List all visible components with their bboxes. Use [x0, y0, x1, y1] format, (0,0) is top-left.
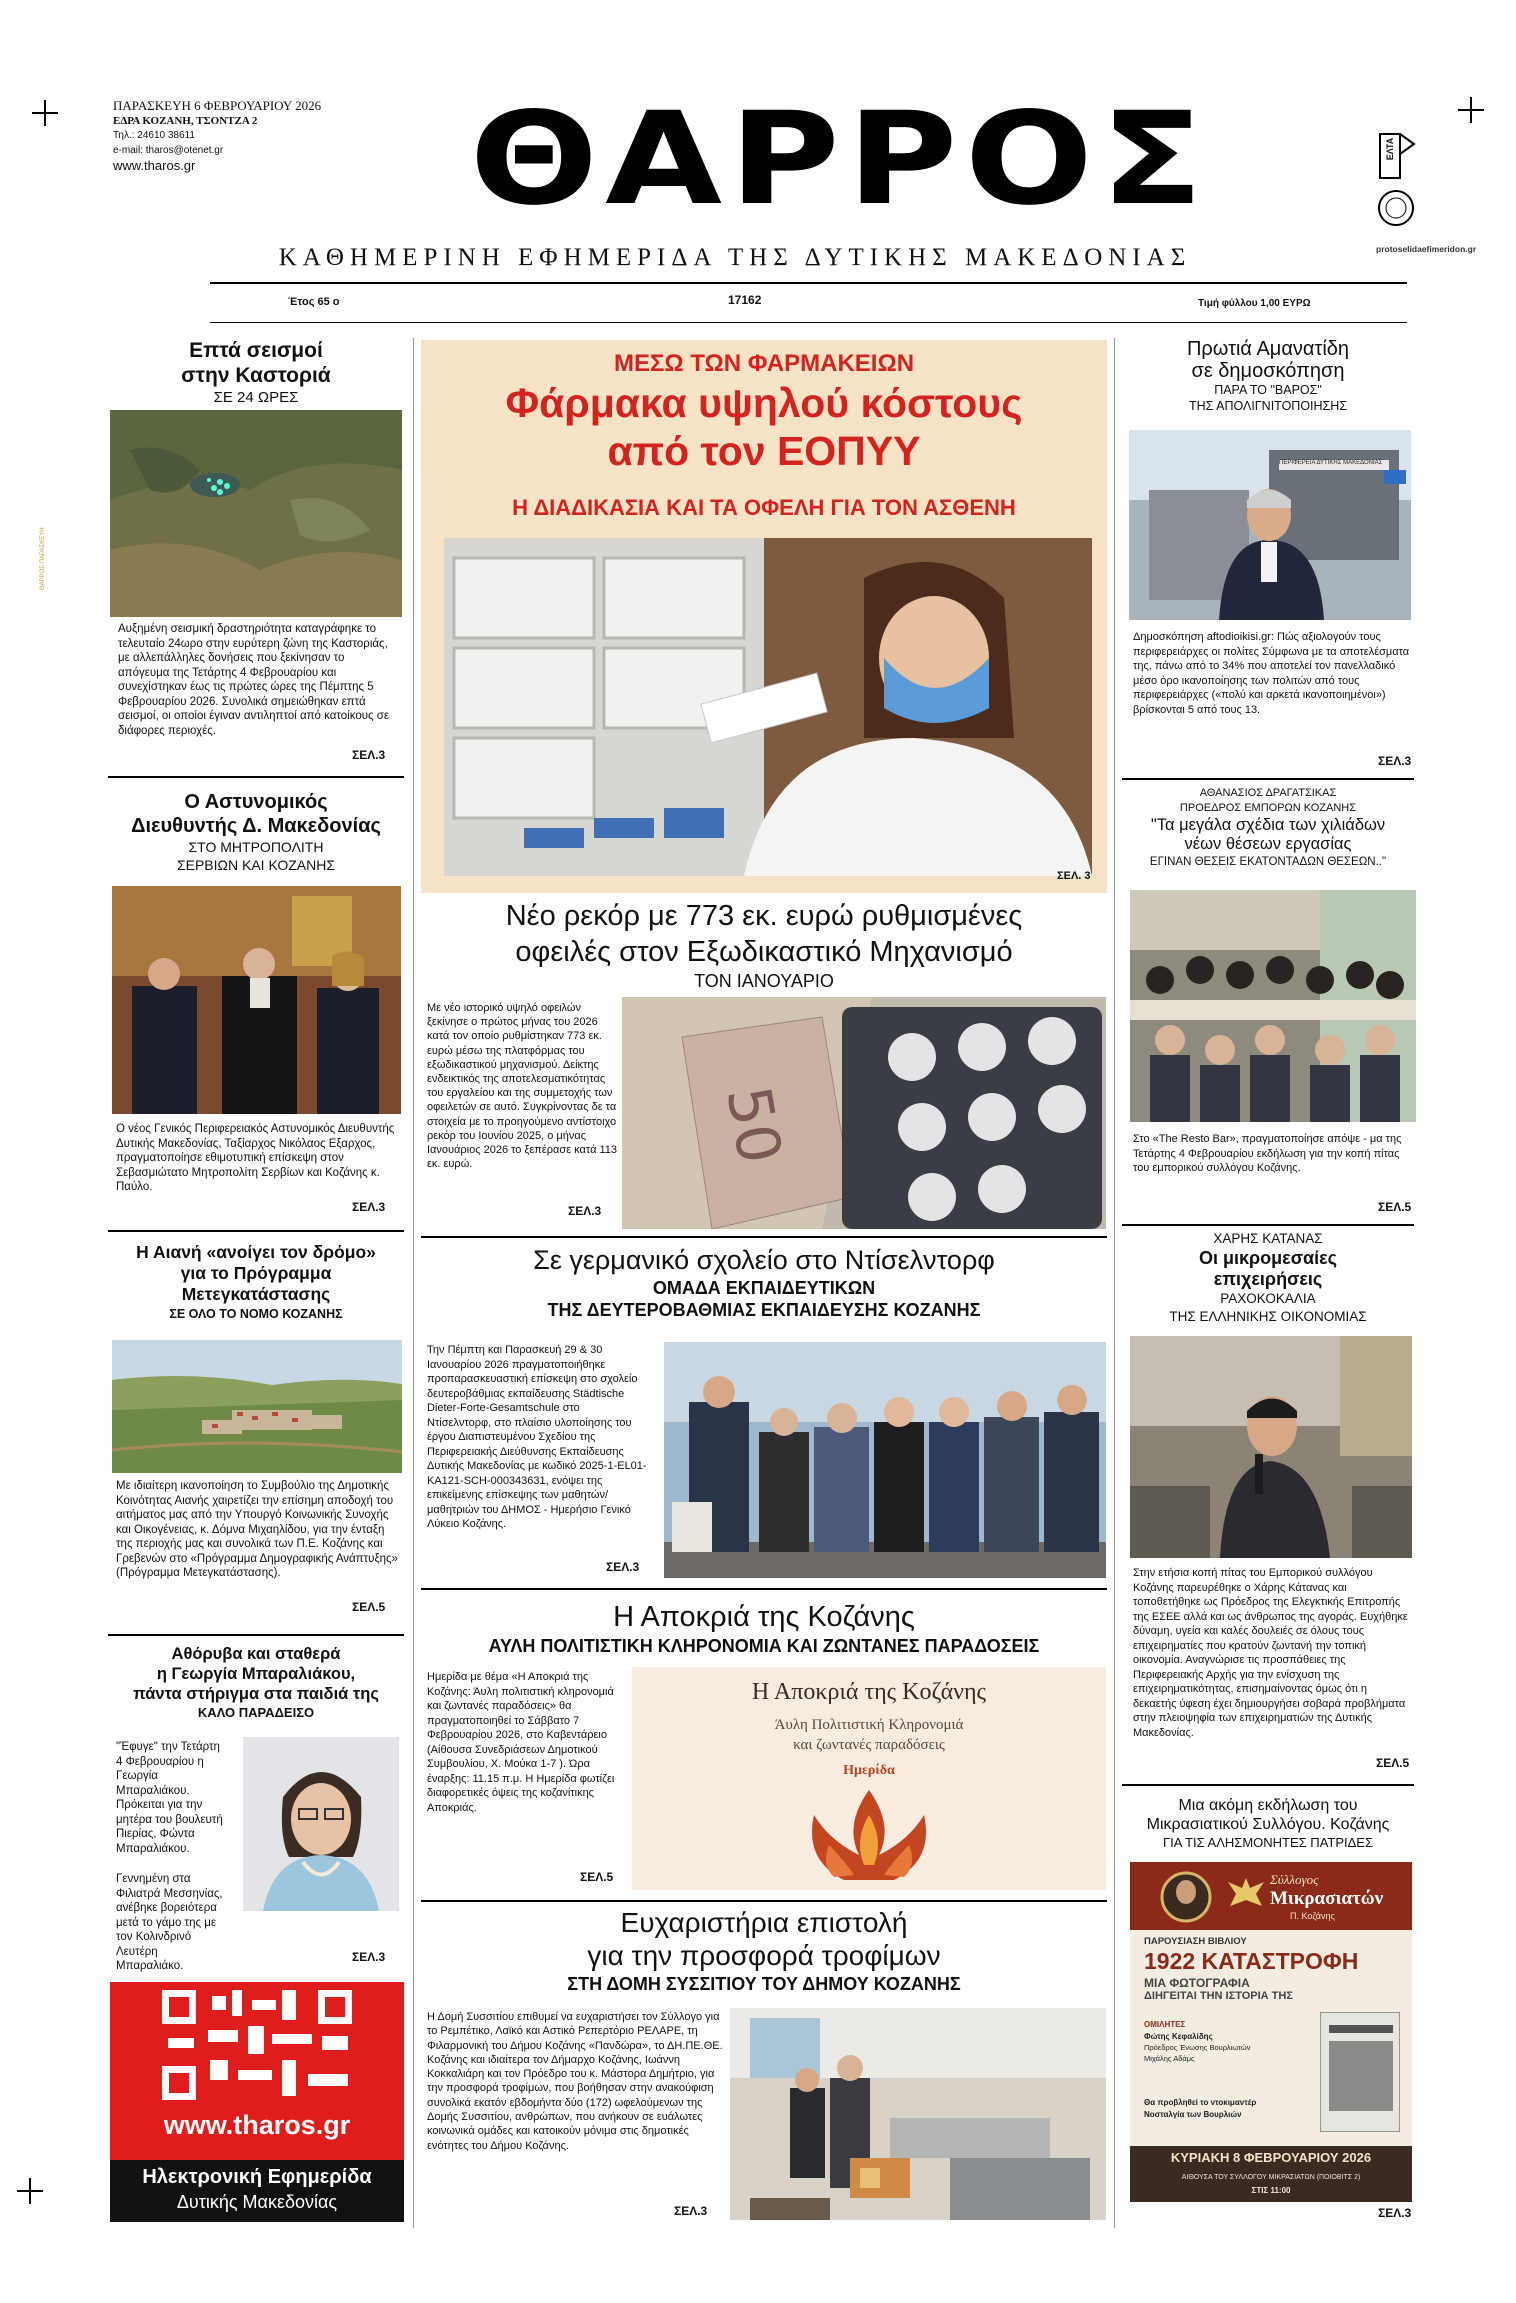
poster-place: ΑΙΘΟΥΣΑ ΤΟΥ ΣΥΛΛΟΓΟΥ ΜΙΚΡΑΣΙΑΤΩΝ (ΠΟΙΟΒΙΤΣ 2)	[1181, 2174, 1361, 2181]
photo-police-metropolitan	[112, 886, 401, 1114]
eagle-icon	[1226, 1876, 1266, 1912]
photo-food-donation	[730, 2008, 1106, 2220]
headline-line1: Μια ακόμη εκδήλωση του	[1178, 1797, 1358, 1814]
headline-line2: σε δημοσκόπηση	[1191, 360, 1345, 382]
headline-line1: "Τα μεγάλα σχέδια των χιλιάδων	[1150, 816, 1386, 834]
section-rule	[108, 1230, 404, 1232]
tharos-website-ad[interactable]	[110, 1982, 404, 2222]
headline-line2: Διευθυντής Δ. Μακεδονίας	[131, 815, 381, 837]
article-asia-minor-club[interactable]	[1122, 1796, 1414, 1851]
headline-line1: Ο Αστυνομικός	[184, 791, 328, 813]
ad-line1: Ηλεκτρονική Εφημερίδα	[142, 2166, 372, 2188]
poster-kicker: ΠΑΡΟΥΣΙΑΣΗ ΒΙΒΛΙΟΥ	[1144, 1936, 1247, 1947]
subheadline-3: ΕΓΙΝΑΝ ΘΕΣΕΙΣ ΕΚΑΤΟΝΤΑΔΩΝ ΘΕΣΕΩΝ.."	[1149, 856, 1387, 868]
article-body: Στην ετήσια κοπή πίτας του Εμπορικού συλλόγου Κοζάνης παρευρέθηκε ο Χάρης Κάτανας και τοποθετήθηκε ως Πρόεδρος της Ελεγκτικής Επιτροπής της ΕΣΕΕ αλλά και ως άνθρωπος της αγοράς. Ευχήθηκε δύναμη, υγεία και καλές δουλειές σε όλους τους επιχειρηματίες που κρατούν ζωντανή την τοπική οικονομία. Αναγνώρισε τις προσπάθειες της Περιφερειακής Αρχής για την ενίσχυση της επιχειρηματικότητας, επισημαίνοντας όμως ότι η δεκαετής ύφεση έχει δημιουργήσει σοβαρά προβλήματα στην πλειοψηφία των επιχειρηματιών της Δυτικής Μακεδονίας.	[1133, 1567, 1408, 1739]
article-police-director[interactable]	[108, 790, 404, 874]
photo-pharmacist	[444, 538, 1092, 876]
article-dragatsikas-jobs[interactable]	[1122, 786, 1414, 871]
subheadline-3: ΤΗΣ ΕΛΛΗΝΙΚΗΣ ΟΙΚΟΝΟΜΙΑΣ	[1169, 1309, 1367, 1324]
headline-line2: η Γεωργία Μπαραλιάκου,	[156, 1665, 356, 1683]
lead-kicker: ΜΕΣΩ ΤΩΝ ΦΑΡΜΑΚΕΙΩΝ	[613, 350, 915, 377]
page-ref[interactable]: ΣΕΛ.3	[674, 2204, 708, 2218]
headline-line1: Πρωτιά Αμανατίδη	[1186, 338, 1350, 360]
subheadline-2: ΠΡΟΕΔΡΟΣ ΕΜΠΟΡΩΝ ΚΟΖΑΝΗΣ	[1179, 802, 1357, 814]
poster-club-3: Π. Κοζάνης	[1290, 1911, 1335, 1921]
portrait-photo	[243, 1737, 399, 1911]
page-ref[interactable]: ΣΕΛ.3	[1378, 2206, 1412, 2220]
section-rule	[1122, 778, 1414, 780]
page-ref[interactable]: ΣΕΛ.5	[580, 1870, 614, 1884]
article-body: Στο «The Resto Bar», πραγματοποίησε απόψε - μα της Τετάρτης 4 Φεβρουαρίου εκδήλωση για την κοπή πίτας του εμπορικού συλλόγου Κοζάνης.	[1133, 1133, 1402, 1174]
headline-line1: Η Αιανή «ανοίγει τον δρόμο»	[136, 1242, 376, 1262]
lead-headline-line1: Φάρμακα υψηλού κόστους	[505, 380, 1023, 426]
page-ref[interactable]: ΣΕΛ.5	[1378, 1200, 1412, 1214]
article-body: Η Δομή Συσσιτίου επιθυμεί να ευχαριστήσει τον Σύλλογο για το Ρεμπέτικο, Λαϊκό και Αστικό Ρεπερτόριο ΡΕΛΑΡΕ, τη Φιλαρμονική του Δήμου Κοζάνης «Πανδώρα», το ΔΗ.ΠΕ.ΘΕ. Κοζάνης και ιδιαίτερα τον Δήμαρχο Κοζάνης, Ιωάννη Κοκκαλιάρη και τον Πρόεδρο του κ. Μάστορα Δημήτριο, για την προσφορά τροφίμων, που βοήθησαν στην ανακούφιση συνολικά εκατόν εβδομήντα δύο (172) ωφελούμενων της Δομής Συσσιτίου, ανθρώπων, που ανήκουν σε ευάλωτες κοινωνικά ομάδες και κατοικούν μόνιμα στις δημοτικές ενότητες του Δήμου Κοζάνης.	[427, 2011, 723, 2152]
address: ΕΔΡΑ ΚΟΖΑΝΗ, ΤΣΟΝΤΖΑ 2	[113, 115, 258, 127]
poster-sub-1: ΜΙΑ ΦΩΤΟΓΡΑΦΙΑ	[1144, 1976, 1250, 1990]
article-out-of-court-record[interactable]	[421, 898, 1107, 992]
headline-line1: Ευχαριστήρια επιστολή	[620, 1907, 908, 1938]
subheadline-2: ΤΗΣ ΔΕΥΤΕΡΟΒΑΘΜΙΑΣ ΕΚΠΑΙΔΕΥΣΗΣ ΚΟΖΑΝΗΣ	[547, 1300, 981, 1320]
article-body: Με νέο ιστορικό υψηλό οφειλών ξεκίνησε ο πρώτος μήνας του 2026 κατά τον οποίο ρυθμίστηκαν 773 εκ. ευρώ μέσω της πλατφόρμας του εξωδικαστικού μηχανισμού. Δείκτης ενδεικτικός της αποτελεσματικότητας του εργαλείου και της συμμετοχής των οφειλετών σε αυτό. Συγκρίνοντας δε τα στοιχεία με το προηγούμενο αντίστοιχο ρεκόρ του Ιουνίου 2025, ο μήνας Ιανουάριος 2026 το ξεπέρασε κατά 113 εκ. ευρώ.	[427, 1002, 618, 1171]
headline-line2: Μικρασιατικού Συλλόγου. Κοζάνης	[1146, 1816, 1390, 1833]
right-column-divider	[1114, 338, 1115, 2228]
subheadline: ΑΥΛΗ ΠΟΛΙΤΙΣΤΙΚΗ ΚΛΗΡΟΝΟΜΙΑ ΚΑΙ ΖΩΝΤΑΝΕΣ ΠΑΡΑΔΟΣΕΙΣ	[488, 1636, 1040, 1656]
crop-mark-bottom-left	[17, 2178, 43, 2204]
headline-line3: Μετεγκατάστασης	[181, 1284, 331, 1304]
subheadline-1: ΧΑΡΗΣ ΚΑΤΑΝΑΣ	[1213, 1231, 1323, 1246]
ad-website: www.tharos.gr	[163, 2110, 351, 2140]
subheadline: ΣΕ ΟΛΟ ΤΟ ΝΟΜΟ ΚΟΖΑΝΗΣ	[169, 1307, 343, 1321]
headline-line2: στην Καστοριά	[181, 364, 331, 387]
crop-mark-top-left	[32, 100, 58, 126]
protoselida-link[interactable]: protoselidaefimeridon.gr	[1376, 244, 1477, 254]
headline-line2: οφειλές στον Εξωδικαστικό Μηχανισμό	[515, 936, 1013, 968]
poster-club-2: Μικρασιατών	[1270, 1888, 1384, 1909]
article-dusseldorf-school[interactable]	[421, 1244, 1107, 1321]
photo-aiani-aerial	[112, 1340, 402, 1473]
headline-line1: Οι μικρομεσαίες	[1198, 1248, 1338, 1268]
flame-ornament-icon	[799, 1785, 939, 1885]
headline-line1: Αθόρυβα και σταθερά	[171, 1645, 341, 1663]
headline-line2: για την προσφορά τροφίμων	[587, 1940, 941, 1971]
website-link[interactable]: www.tharos.gr	[113, 158, 196, 173]
poster-speaker-3: Μιχάλης Αδάμς	[1144, 2054, 1195, 2063]
article-body: Την Πέμπτη και Παρασκευή 29 & 30 Ιανουαρίου 2026 πραγματοποιήθηκε προπαρασκευαστική επίσκεψη στο σχολείο δευτεροβάθμιας εκπαίδευσης Städtische Dieter-Forte-Gesamtschule στο Ντίσελντορφ, στο πλαίσιο υλοποίησης του έργου Διαπιστευμένου Σχεδίου της Περιφερειακής Διεύθυνσης Εκπαίδευσης Δυτικής Μακεδονίας με κωδικό 2025-1-EL01-KA121-SCH-000343631, ενόψει της επικείμενης επίσκεψης των μαθητών/μαθητριών του ΔΗΜΟΣ - Ημερήσιο Γενικό Λύκειο Κοζάνης.	[427, 1344, 647, 1530]
subheadline-2: ΣΕΡΒΙΩΝ ΚΑΙ ΚΟΖΑΝΗΣ	[176, 857, 336, 873]
page-ref[interactable]: ΣΕΛ.3	[352, 1950, 386, 1964]
header-rule	[210, 282, 1407, 284]
poster-speaker-2: Πρόεδρος Ένωσης Βουρλιωτών	[1144, 2043, 1251, 2052]
page-ref[interactable]: ΣΕΛ.3	[352, 748, 386, 762]
article-food-donation-thanks[interactable]	[421, 1906, 1107, 1996]
issue-number: 17162	[728, 293, 762, 307]
elta-text: ΕΛΤΑ	[1385, 137, 1395, 161]
article-kastoria-earthquakes[interactable]	[108, 338, 404, 407]
poster-speakers-label: ΟΜΙΛΗΤΕΣ	[1144, 2020, 1186, 2029]
poster-club-1: Σύλλογος	[1270, 1872, 1319, 1887]
poster-date: ΚΥΡΙΑΚΗ 8 ΦΕΒΡΟΥΑΡΙΟΥ 2026	[1170, 2150, 1372, 2165]
elta-logo	[1376, 130, 1418, 230]
subheadline: ΤΟΝ ΙΑΝΟΥΑΡΙΟ	[694, 971, 834, 991]
crop-mark-top-right	[1458, 97, 1484, 123]
photo-euro-calculator	[622, 997, 1106, 1229]
article-body: Με ιδιαίτερη ικανοποίηση το Συμβούλιο της Δημοτικής Κοινότητας Αιανής χαιρετίζει την επίσημη αποδοχή του αιτήματος μας από την Υπουργό Κοινωνικής Συνοχής και Οικογένειας, κ. Δόμνα Μιχαηλίδου, για την ένταξη της περιοχής μας και συνολικά των Π.Ε. Κοζάνης και Γρεβενών στο «Πρόγραμμα Δημογραφικής Ανάπτυξης» (Πρόγραμμα Μετεγκατάστασης).	[116, 1480, 398, 1579]
subheadline-2: ΤΗΣ ΑΠΟΛΙΓΝΙΤΟΠΟΙΗΣΗΣ	[1188, 399, 1348, 413]
poster-note-1: Θα προβληθεί το ντοκιμαντέρ	[1144, 2098, 1257, 2107]
article-katanas-smes[interactable]	[1122, 1230, 1414, 1326]
subheadline: ΚΑΛΟ ΠΑΡΑΔΕΙΣΟ	[197, 1705, 315, 1720]
article-amanatidis-poll[interactable]	[1122, 338, 1414, 414]
subheadline: ΣΤΗ ΔΟΜΗ ΣΥΣΣΙΤΙΟΥ ΤΟΥ ΔΗΜΟΥ ΚΟΖΑΝΗΣ	[567, 1974, 961, 1994]
lead-story-box[interactable]	[421, 340, 1107, 893]
article-body-1: "Έφυγε" την Τετάρτη 4 Φεβρουαρίου η Γεωργία Μπαραλιάκου. Πρόκειται για την μητέρα του βουλευτή Πιερίας, Φώντα Μπαραλιάκου.	[116, 1741, 223, 1855]
page-ref[interactable]: ΣΕΛ.3	[1378, 754, 1412, 768]
issue-date: ΠΑΡΑΣΚΕΥΗ 6 ΦΕΒΡΟΥΑΡΙΟΥ 2026	[113, 98, 322, 113]
article-body-2: Γεννημένη στα Φιλιατρά Μεσσηνίας, ανέβηκε βορειότερα μετά το γάμο της με τον Κολινδρινό Λευτέρη Μπαραλιάκο.	[116, 1873, 223, 1972]
left-column-divider	[413, 338, 414, 2228]
headline-line1: Επτά σεισμοί	[189, 339, 323, 362]
article-body: Ο νέος Γενικός Περιφερειακός Αστυνομικός Διευθυντής Δυτικής Μακεδονίας, Ταξίαρχος Νικόλαος Εξαρχος, πραγματοποίησε εθιμοτυπική επίσκεψη στον Σεβασμιώτατο Μητροπολίτη Σερβίων και Κοζάνης κ. Παύλο.	[116, 1123, 395, 1193]
headline-line2: για το Πρόγραμμα	[180, 1263, 332, 1283]
page-ref[interactable]: ΣΕΛ. 3	[1057, 870, 1091, 882]
headline-line3: πάντα στήριγμα στα παιδιά της	[133, 1685, 379, 1703]
poster-speaker-1: Φώτης Κεφαλίδης	[1144, 2032, 1213, 2041]
section-rule	[1122, 1224, 1414, 1226]
headline: Σε γερμανικό σχολείο στο Ντίσελντορφ	[533, 1245, 995, 1275]
section-rule	[421, 1236, 1107, 1238]
subheadline: ΣΕ 24 ΩΡΕΣ	[213, 389, 299, 406]
section-rule	[421, 1588, 1107, 1590]
poster-time: ΣΤΙΣ 11:00	[1251, 2186, 1291, 2195]
side-color-label	[40, 460, 50, 590]
article-body: Αυξημένη σεισμική δραστηριότητα καταγράφηκε το τελευταίο 24ωρο στην ευρύτερη ζώνη της Καστοριάς, με αλλεπάλληλες δονήσεις που ξεκίνησαν το απόγευμα της Τετάρτης 4 Φεβρουαρίου και συνεχίστηκαν έως τις πρώτες ώρες της Πέμπτης 5 Φεβρουαρίου 2026. Συνολικά σημειώθηκαν επτά σεισμοί, οι οποίοι έγιναν αντιληπτοί από κατοίκους σε διάφορες περιοχές.	[118, 623, 389, 737]
sign-text: ΠΕΡΙΦΕΡΕΙΑ ΔΥΤΙΚΗΣ ΜΑΚΕΔΟΝΙΑΣ	[1279, 460, 1383, 466]
photo-merchants-event	[1130, 890, 1416, 1122]
poster-sub-2: ΔΙΗΓΕΙΤΑΙ ΤΗΝ ΙΣΤΟΡΙΑ ΤΗΣ	[1144, 1990, 1293, 2002]
lead-subheadline: Η ΔΙΑΔΙΚΑΣΙΑ ΚΑΙ ΤΑ ΟΦΕΛΗ ΓΙΑ ΤΟΝ ΑΣΘΕΝΗ	[512, 495, 1016, 520]
side-label-text: ΘΑΡΡΟΣ ΠΑΡΑΣΚΕΥΗ	[40, 527, 46, 590]
photo-katanas-speech	[1130, 1336, 1412, 1558]
lead-headline-line2: από τον ΕΟΠΥΥ	[607, 428, 921, 474]
subheadline-2: ΡΑΧΟΚΟΚΑΛΙΑ	[1220, 1291, 1316, 1306]
book-cover-image	[1320, 2012, 1400, 2132]
club-emblem-icon	[1160, 1870, 1212, 1924]
poster-line2: και ζωντανές παραδόσεις	[793, 1737, 945, 1753]
subheadline-1: ΠΑΡΑ ΤΟ "ΒΑΡΟΣ"	[1214, 383, 1322, 397]
section-rule	[1122, 1784, 1414, 1786]
photo-teachers-group	[664, 1342, 1106, 1578]
subheadline: ΓΙΑ ΤΙΣ ΑΛΗΣΜΟΝΗΤΕΣ ΠΑΤΡΙΔΕΣ	[1162, 1835, 1374, 1850]
page-ref[interactable]: ΣΕΛ.3	[352, 1200, 386, 1214]
year-label: Έτος 65 ο	[288, 296, 340, 308]
email: e-mail: tharos@otenet.gr	[113, 145, 224, 156]
subheadline-1: ΑΘΑΝΑΣΙΟΣ ΔΡΑΓΑΤΣΙΚΑΣ	[1199, 787, 1337, 799]
page-ref[interactable]: ΣΕΛ.5	[1376, 1756, 1410, 1770]
poster-note-2: Νοσταλγία των Βουρλιών	[1144, 2110, 1242, 2119]
phone: Τηλ.: 24610 38611	[113, 130, 195, 141]
price-label: Τιμή φύλλου 1,00 ΕΥΡΩ	[1198, 298, 1311, 309]
article-baraliakou-obituary[interactable]	[108, 1644, 404, 1722]
article-body: Δημοσκόπηση aftodioikisi.gr: Πώς αξιολογούν τους περιφερειάρχες οι πολίτες Σύμφωνα με τα αποτελέσματα της, πάνω από το 34% που αποτελεί τον πανελλαδικό μέσο όρο ικανοποίησης των πολιτών από τους περιφερειάρχες («πολύ και αρκετά ικανοποιημένοι») βρίσκονται 5 από τους 13.	[1133, 631, 1410, 716]
ad-line2: Δυτικής Μακεδονίας	[176, 2192, 338, 2212]
page-ref[interactable]: ΣΕΛ.3	[568, 1204, 602, 1218]
photo-amanatidis	[1129, 430, 1411, 620]
section-rule	[108, 1634, 404, 1636]
section-rule	[108, 776, 404, 778]
masthead-logo: ΘΑΡΡΟΣ	[469, 85, 1211, 234]
headline-line2: νέων θέσεων εργασίας	[1184, 835, 1352, 853]
article-kozani-carnival[interactable]	[421, 1600, 1107, 1658]
page-ref[interactable]: ΣΕΛ.5	[352, 1600, 386, 1614]
satellite-map-image	[110, 410, 402, 617]
tagline: ΚΑΘΗΜΕΡΙΝΗ ΕΦΗΜΕΡΙΔΑ ΤΗΣ ΔΥΤΙΚΗΣ ΜΑΚΕΔΟΝΙΑΣ	[278, 244, 1192, 271]
banknote-denomination: 50	[712, 1081, 795, 1169]
article-body: Ημερίδα με θέμα «Η Αποκριά της Κοζάνης: Άυλη πολιτιστική κληρονομιά και ζωντανές παραδόσεις» θα πραγματοποιηθεί το Σάββατο 7 Φεβρουαρίου 2026, στο Καβεντάρειο (Αίθουσα Συνεδριάσεων Δημοτικού Συμβουλίου, Χ. Μούκα 1-7 ). Ώρα έναρξης: 11.15 π.μ. Η Ημερίδα φωτίζει διαφορετικές όψεις της κοζανίτικης Αποκριάς.	[427, 1671, 615, 1814]
poster-title: 1922 ΚΑΤΑΣΤΡΟΦΗ	[1144, 1948, 1359, 1974]
poster-line1: Άυλη Πολιτιστική Κληρονομιά	[774, 1717, 964, 1733]
book-presentation-poster	[1130, 1862, 1412, 2202]
article-aiani-relocation[interactable]	[108, 1242, 404, 1323]
headline: Η Αποκριά της Κοζάνης	[613, 1601, 915, 1633]
header-rule-2	[210, 322, 1407, 323]
poster-line3: Ημερίδα	[843, 1763, 895, 1778]
section-rule	[421, 1900, 1107, 1902]
headline-line2: επιχειρήσεις	[1213, 1269, 1323, 1289]
subheadline-1: ΣΤΟ ΜΗΤΡΟΠΟΛΙΤΗ	[188, 839, 324, 855]
poster-title: Η Αποκριά της Κοζάνης	[751, 1679, 987, 1705]
headline-line1: Νέο ρεκόρ με 773 εκ. ευρώ ρυθμισμένες	[505, 900, 1023, 932]
carnival-poster	[632, 1667, 1106, 1890]
page-ref[interactable]: ΣΕΛ.3	[606, 1560, 640, 1574]
subheadline-1: ΟΜΑΔΑ ΕΚΠΑΙΔΕΥΤΙΚΩΝ	[652, 1278, 876, 1298]
